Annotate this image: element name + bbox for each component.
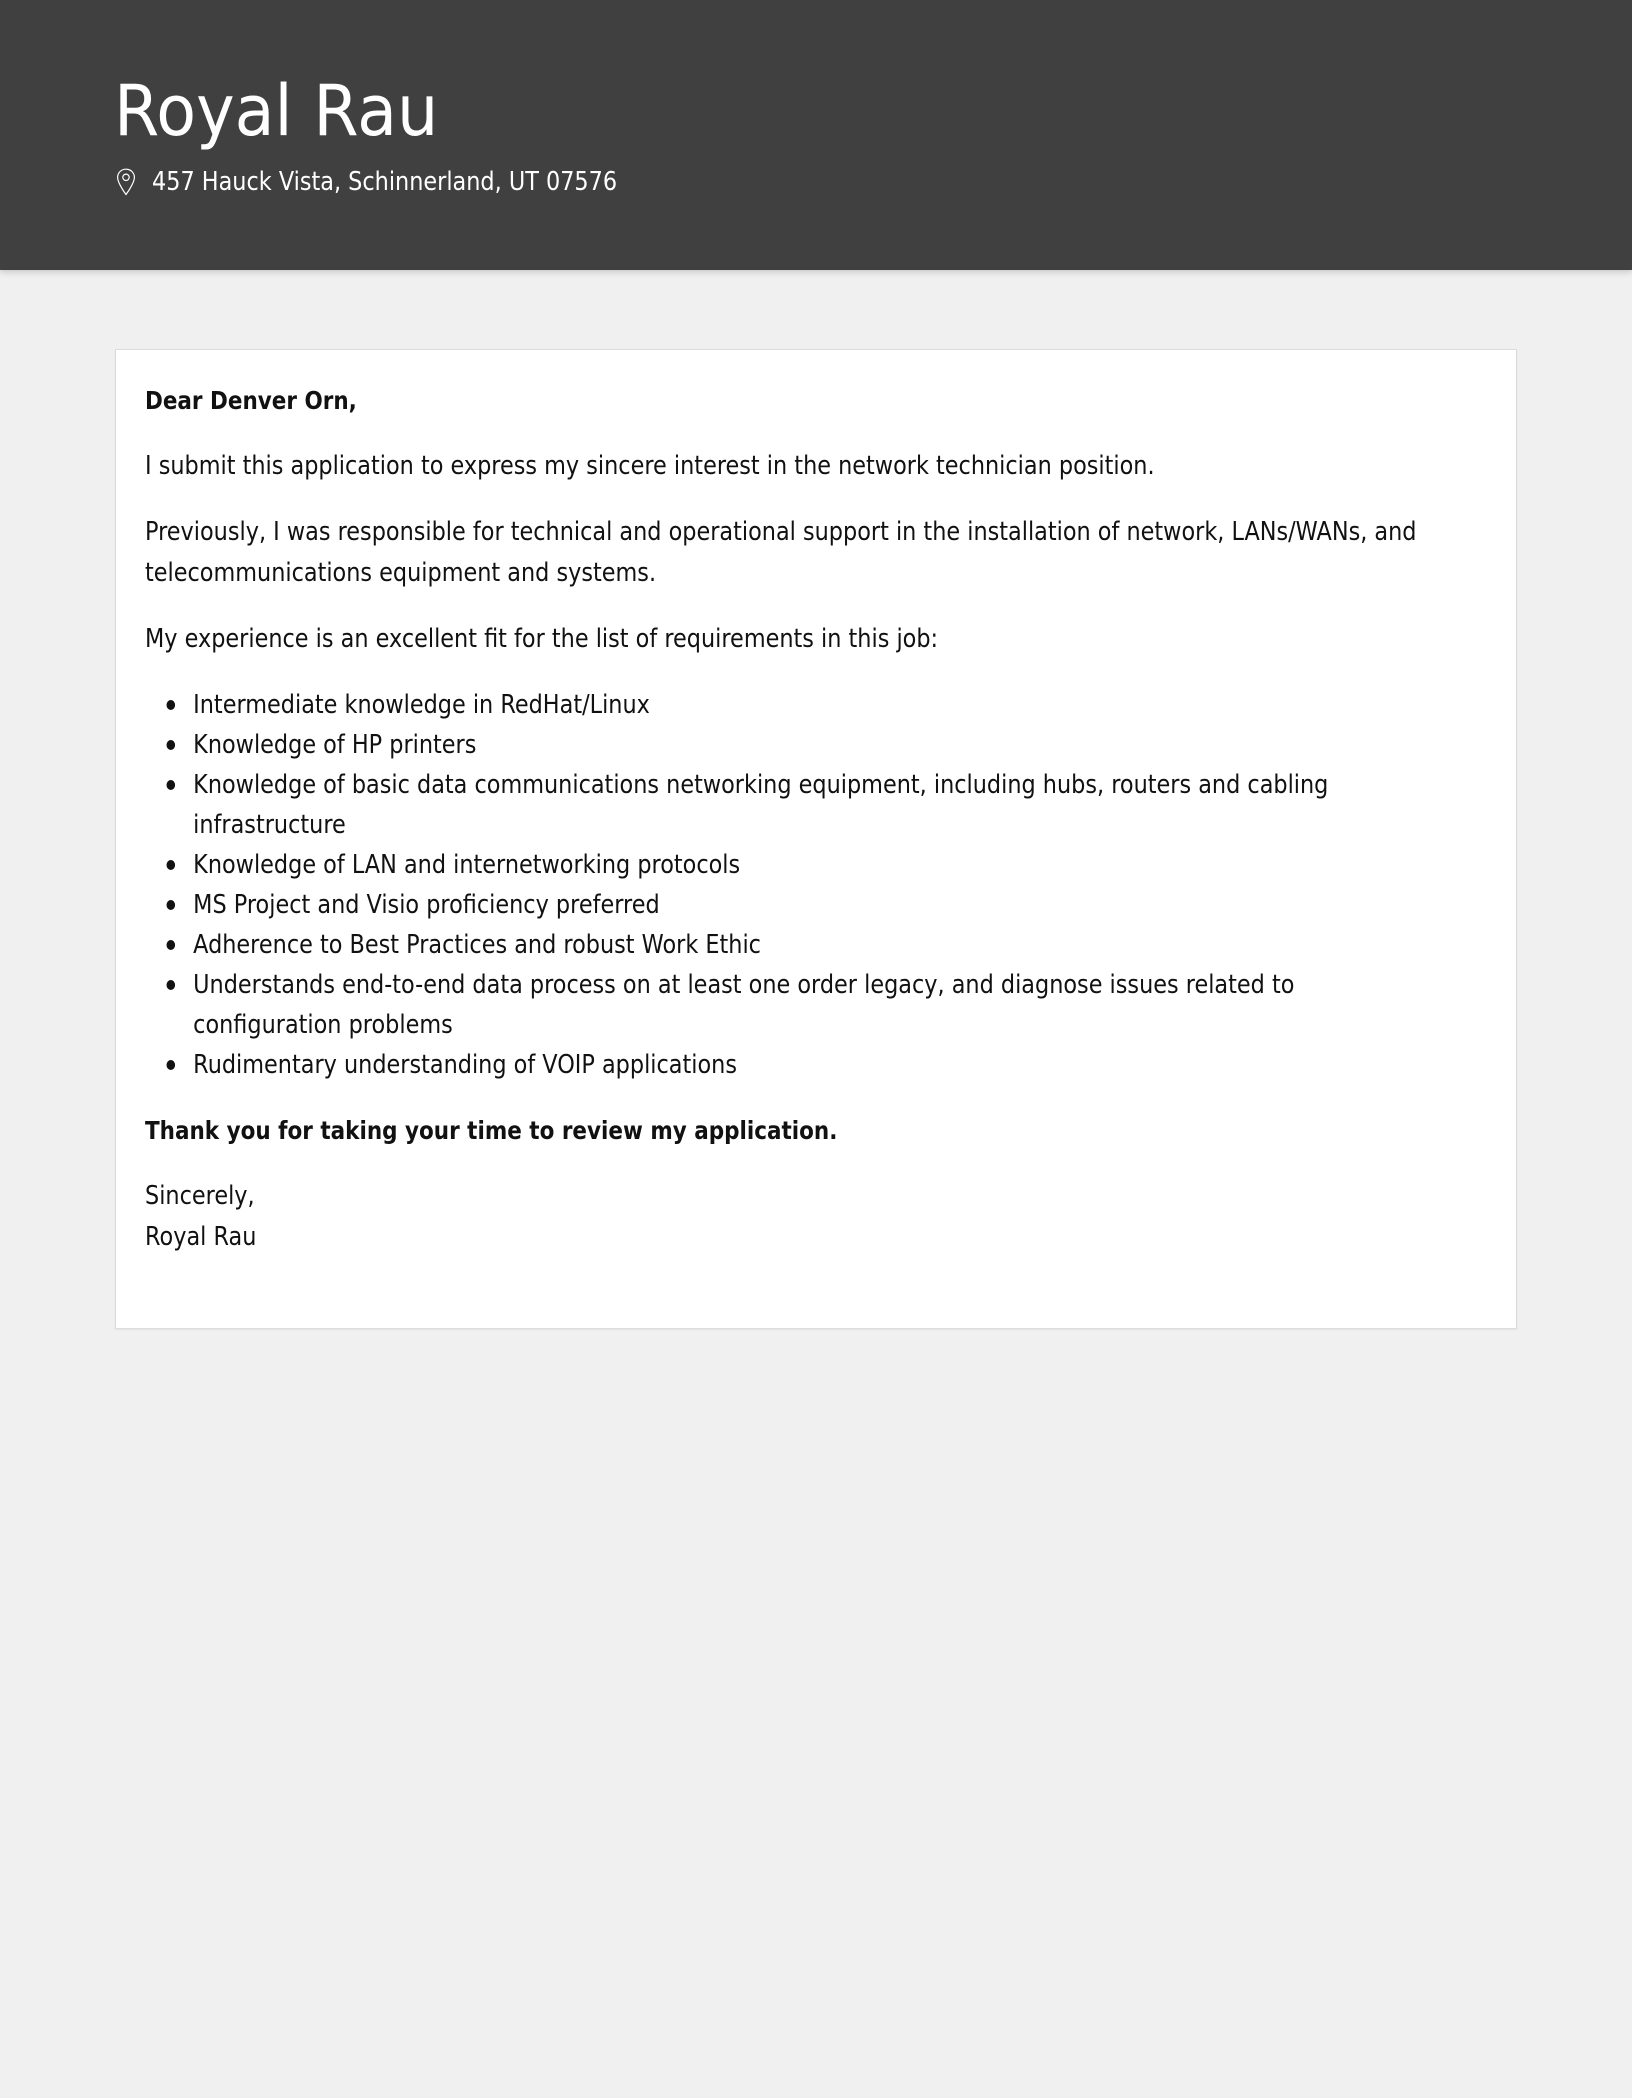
requirement-item [193, 965, 1435, 1045]
letter-thanks: Thank you for taking your time to review my application. [145, 1116, 838, 1145]
signature-name: Royal Rau [145, 1222, 257, 1252]
bullet-icon [167, 740, 176, 750]
applicant-address: 457 Hauck Vista, Schinnerland, UT 07576 [152, 167, 618, 197]
requirement-item [193, 925, 1435, 965]
cover-letter-card [115, 349, 1517, 1329]
requirements-list [145, 685, 1435, 1085]
letter-body [145, 380, 1435, 1258]
requirement-item [193, 765, 1435, 845]
bullet-icon [167, 980, 176, 990]
letter-paragraph-experience: Previously, I was responsible for technical and operational support in the installation of network, LANs/WANs, and telecommunications equipment and systems. [145, 517, 1417, 588]
requirement-text: Understands end-to-end data process on at least one order legacy, and diagnose issues related to configuration problems [193, 970, 1295, 1040]
requirement-text: Knowledge of HP printers [193, 730, 477, 760]
requirement-text: Adherence to Best Practices and robust Work Ethic [193, 930, 761, 960]
bullet-icon [167, 1060, 176, 1070]
page-header [0, 0, 1632, 270]
signoff-text: Sincerely, [145, 1181, 255, 1211]
map-pin-icon [116, 168, 136, 196]
bullet-icon [167, 900, 176, 910]
letter-paragraph-intro: I submit this application to express my sincere interest in the network technician position. [145, 451, 1155, 481]
bullet-icon [167, 700, 176, 710]
bullet-icon [167, 860, 176, 870]
requirement-text: Knowledge of LAN and internetworking protocols [193, 850, 741, 880]
address-row [116, 164, 693, 200]
requirement-item [193, 885, 1435, 925]
bullet-icon [167, 940, 176, 950]
requirement-item [193, 1045, 1435, 1085]
letter-signoff [145, 1176, 1435, 1258]
requirement-item [193, 845, 1435, 885]
letter-greeting: Dear Denver Orn, [145, 386, 357, 415]
requirement-text: Rudimentary understanding of VOIP applications [193, 1050, 737, 1080]
requirement-item [193, 685, 1435, 725]
requirement-text: MS Project and Visio proficiency preferred [193, 890, 660, 920]
requirement-text: Knowledge of basic data communications networking equipment, including hubs, routers and cabling infrastructure [193, 770, 1329, 840]
applicant-name: Royal Rau [114, 70, 439, 152]
requirement-text: Intermediate knowledge in RedHat/Linux [193, 690, 650, 720]
letter-paragraph-requirements-lead: My experience is an excellent fit for the list of requirements in this job: [145, 624, 939, 654]
bullet-icon [167, 780, 176, 790]
requirement-item [193, 725, 1435, 765]
